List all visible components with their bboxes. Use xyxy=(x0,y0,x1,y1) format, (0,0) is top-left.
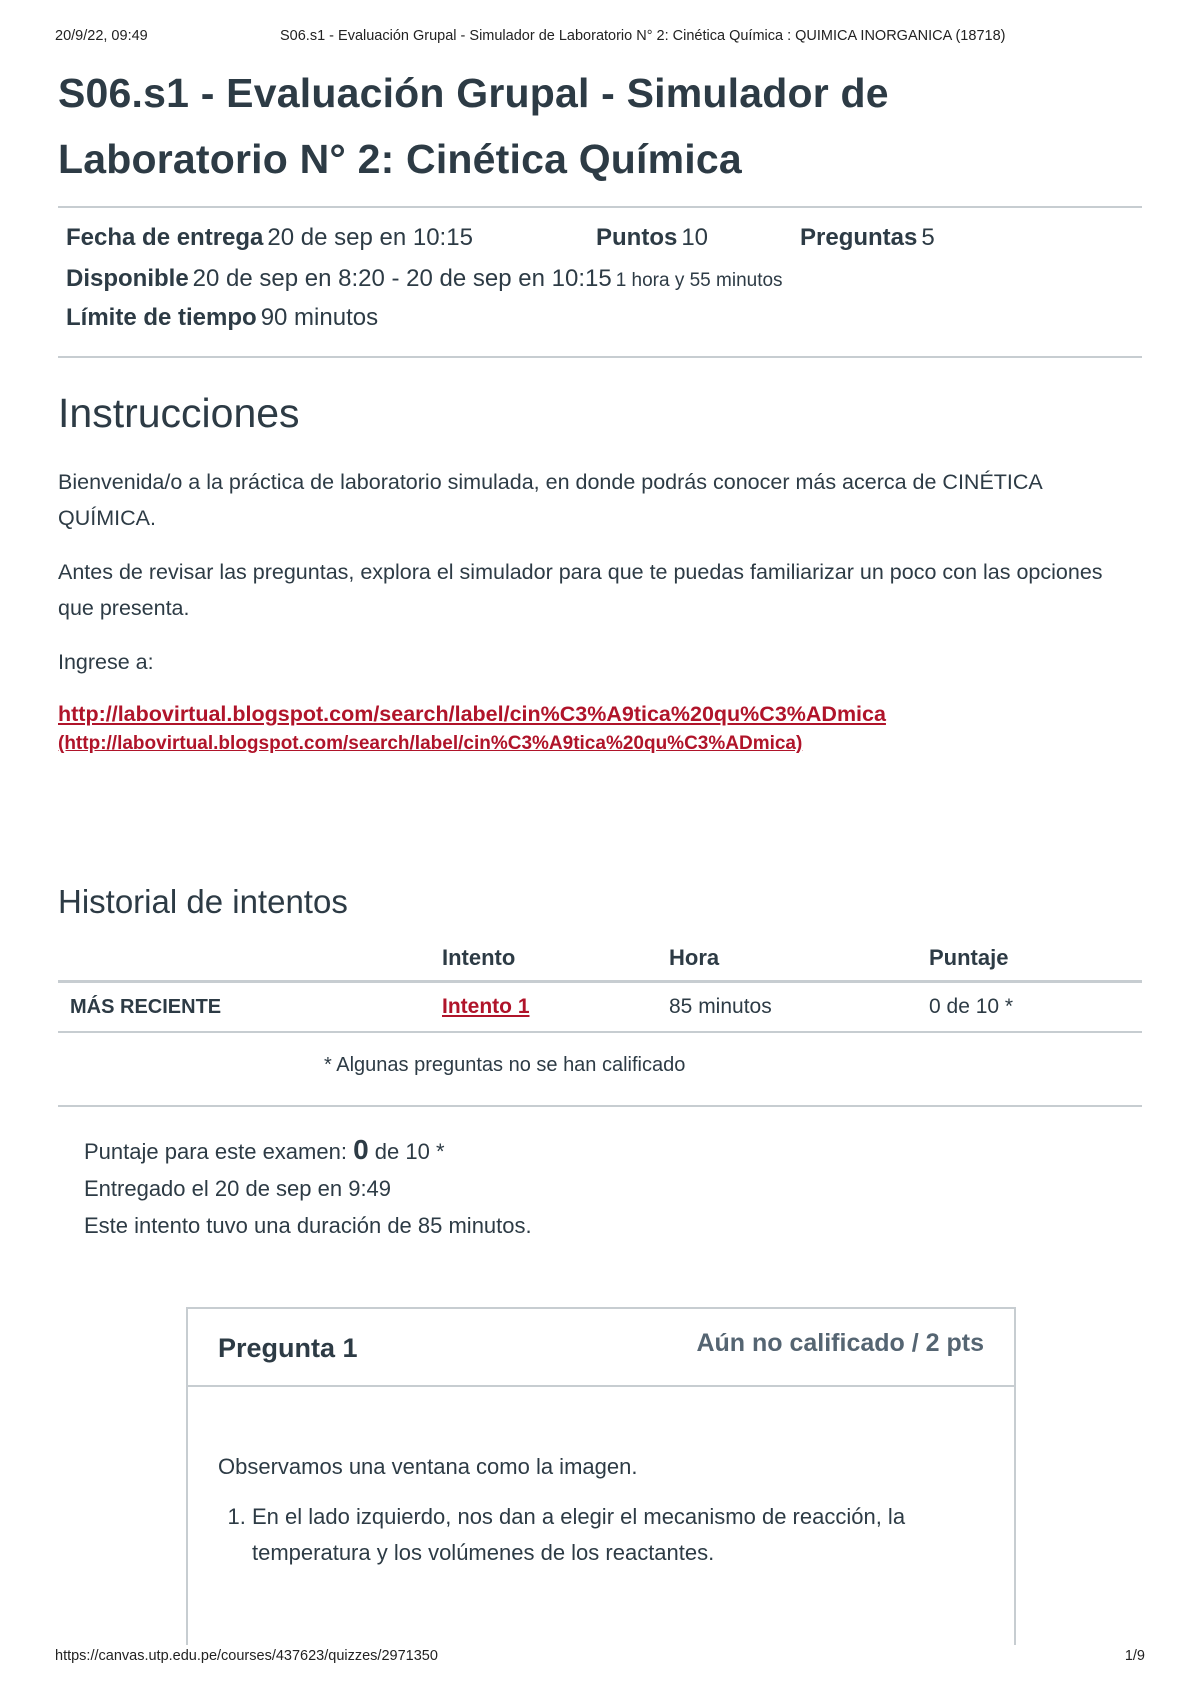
table-header-row xyxy=(58,936,1142,982)
simulator-link[interactable]: http://labovirtual.blogspot.com/search/label/cin%C3%A9tica%20qu%C3%ADmica xyxy=(58,702,886,726)
question-points: Aún no calificado / 2 pts xyxy=(696,1329,984,1357)
page-number: 1/9 xyxy=(1124,1648,1145,1664)
questions-row xyxy=(800,222,935,254)
ungraded-note: * Algunas preguntas no se han calificado xyxy=(324,1054,686,1076)
time-limit-row xyxy=(66,302,378,334)
questions-label: Preguntas xyxy=(800,224,918,251)
attempt-score: 0 de 10 * xyxy=(929,982,1142,1033)
available-label: Disponible xyxy=(66,265,189,292)
instructions-heading: Instrucciones xyxy=(58,390,300,436)
question-header xyxy=(188,1309,1014,1387)
points-value: 10 xyxy=(681,224,709,251)
main-content xyxy=(58,60,1142,1244)
question-title: Pregunta 1 xyxy=(218,1333,358,1363)
available-duration: 1 hora y 55 minutos xyxy=(615,270,783,291)
list-item: 1. En el lado izquierdo, nos dan a elegir el mecanismo de reacción, la temperatura y los volúmenes de los reactantes. xyxy=(252,1499,984,1571)
available-row xyxy=(66,263,783,297)
score-prefix: Puntaje para este examen: xyxy=(84,1139,347,1164)
print-document-title: S06.s1 - Evaluación Grupal - Simulador de Laboratorio N° 2: Cinética Química : QUIMICA INORGANICA (18718) xyxy=(280,28,1006,44)
duration-line: Este intento tuvo una duración de 85 minutos. xyxy=(84,1213,532,1238)
question-text: Observamos una ventana como la imagen. xyxy=(218,1454,638,1479)
quiz-details xyxy=(58,208,1142,356)
meta-row-1 xyxy=(66,222,473,254)
score-suffix: de 10 * xyxy=(374,1139,445,1164)
points-row xyxy=(596,222,708,254)
attempt-history-table xyxy=(58,936,1142,1033)
attempt-link[interactable]: Intento 1 xyxy=(442,995,530,1018)
attempt-history-heading: Historial de intentos xyxy=(58,883,348,920)
submitted-line: Entregado el 20 de sep en 9:49 xyxy=(84,1176,392,1201)
print-url: https://canvas.utp.edu.pe/courses/437623/quizzes/2971350 xyxy=(55,1648,438,1664)
score-line xyxy=(84,1131,1142,1170)
quiz-title-line1: S06.s1 - Evaluación Grupal - Simulador de xyxy=(58,70,889,116)
question-list xyxy=(218,1499,984,1571)
print-date: 20/9/22, 09:49 xyxy=(55,28,148,44)
attempt-time: 85 minutos xyxy=(669,982,929,1033)
time-limit-label: Límite de tiempo xyxy=(66,304,257,331)
quiz-title-line2: Laboratorio N° 2: Cinética Química xyxy=(58,136,742,182)
question-body xyxy=(188,1387,1014,1571)
print-footer xyxy=(55,1648,1145,1668)
instructions-paragraph: Ingrese a: xyxy=(58,650,154,674)
points-label: Puntos xyxy=(596,224,678,251)
score-value: 0 xyxy=(353,1134,369,1165)
print-header xyxy=(55,28,1145,48)
time-limit-value: 90 minutos xyxy=(260,304,379,331)
column-header xyxy=(58,936,442,982)
quiz-title xyxy=(58,60,1142,192)
simulator-link-small[interactable]: (http://labovirtual.blogspot.com/search/label/cin%C3%A9tica%20qu%C3%ADmica) xyxy=(58,733,803,754)
table-row xyxy=(58,982,1142,1033)
attempt-label: MÁS RECIENTE xyxy=(58,982,442,1033)
column-header: Intento xyxy=(442,936,669,982)
due-label: Fecha de entrega xyxy=(66,224,264,251)
attempt-summary xyxy=(84,1131,1142,1244)
available-value: 20 de sep en 8:20 - 20 de sep en 10:15 xyxy=(192,265,612,292)
instructions-paragraph: Bienvenida/o a la práctica de laboratorio simulada, en donde podrás conocer más acerca de CINÉTICA QUÍMICA. xyxy=(58,470,1042,530)
due-value: 20 de sep en 10:15 xyxy=(267,224,473,251)
instructions-paragraph: Antes de revisar las preguntas, explora el simulador para que te puedas familiarizar un poco con las opciones que presenta. xyxy=(58,560,1103,620)
column-header: Puntaje xyxy=(929,936,1142,982)
questions-value: 5 xyxy=(921,224,935,251)
question-card xyxy=(186,1307,1016,1645)
column-header: Hora xyxy=(669,936,929,982)
